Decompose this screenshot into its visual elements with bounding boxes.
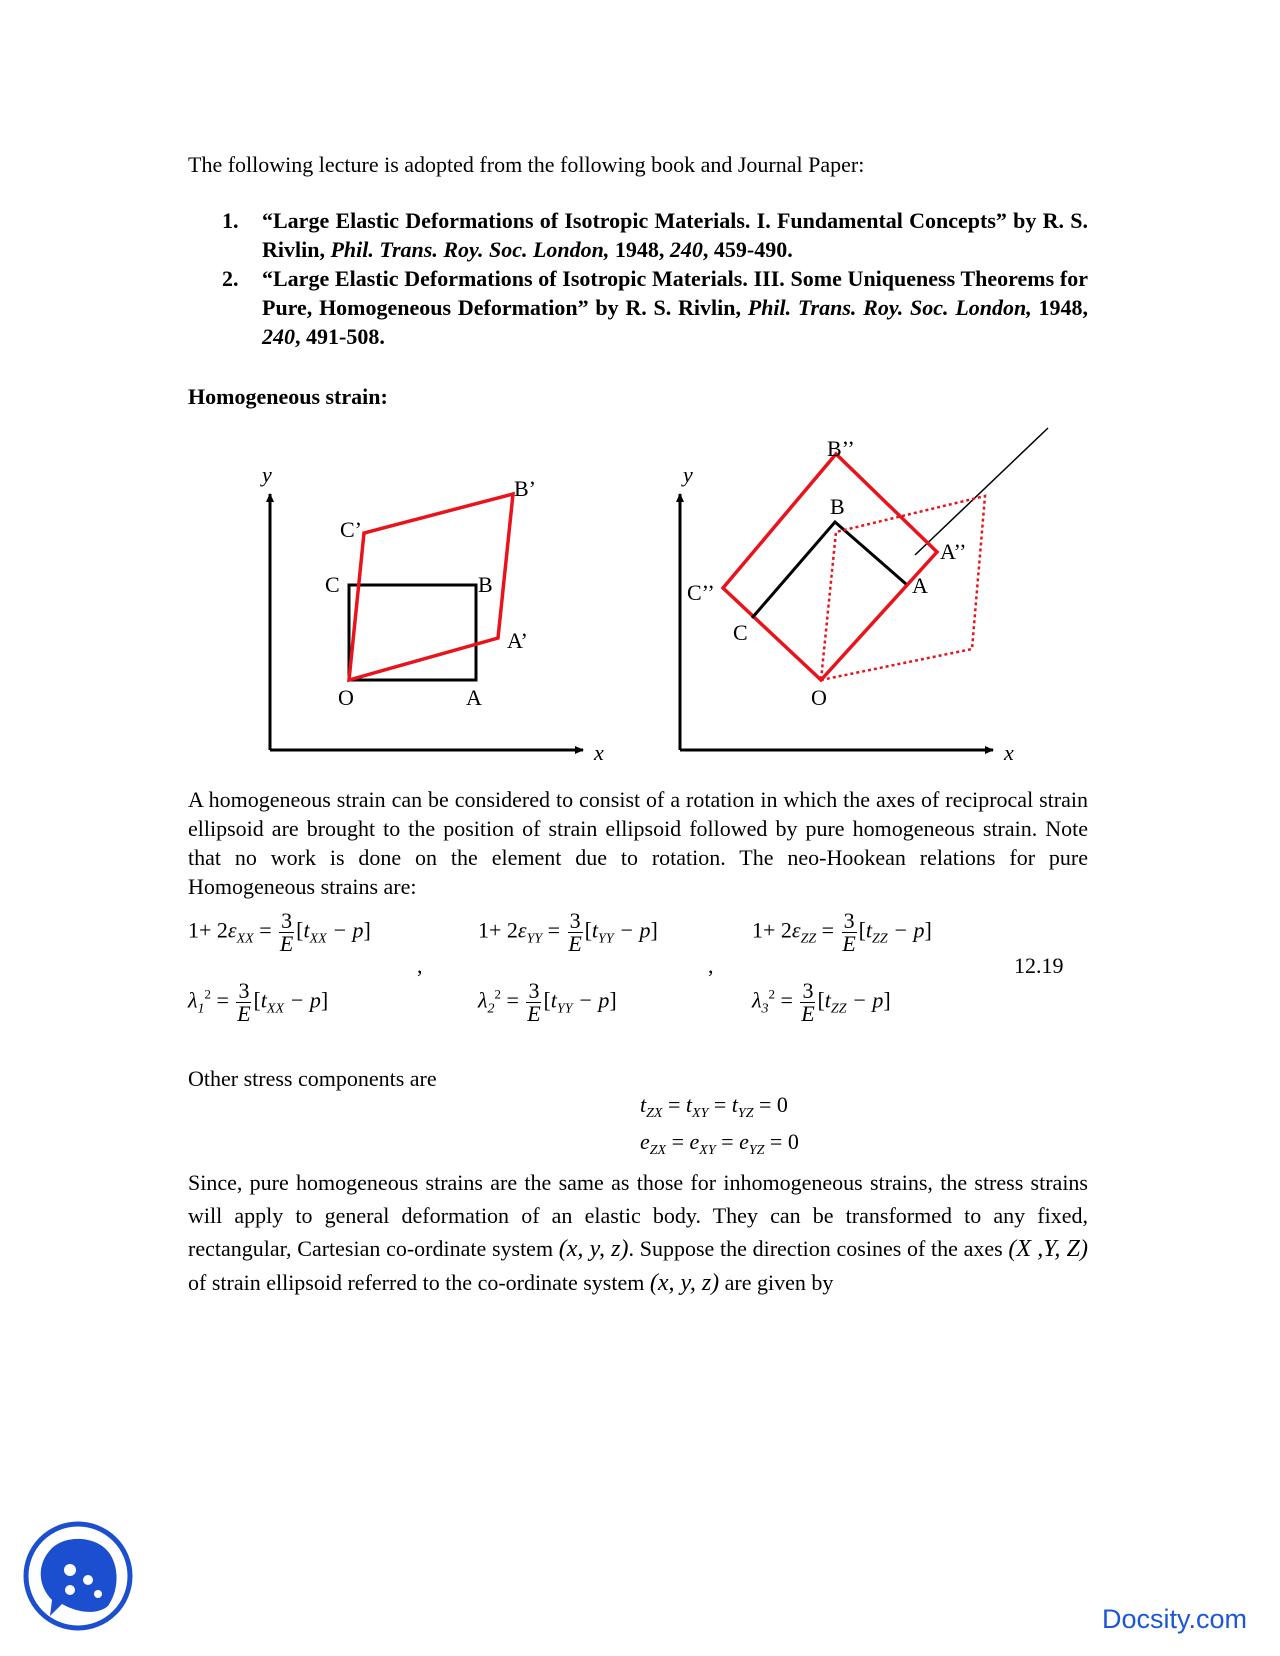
reference-journal: Phil. Trans. Roy. Soc. London, bbox=[747, 295, 1032, 320]
label-A: A bbox=[466, 685, 482, 710]
equation-lambda-3: $\lambda_3^2$ = $\frac{3}{E}$ $[t_{ZZ} - p]$ bbox=[752, 978, 891, 1026]
other-stress-label: Other stress components are bbox=[188, 1066, 437, 1091]
right-y-label: y bbox=[683, 462, 693, 487]
docsity-logo-icon bbox=[22, 1520, 134, 1632]
label-O-right: O bbox=[811, 685, 827, 710]
equation-e-zero: $e_{ZX} = e_{XY} = e_{YZ} = 0$ bbox=[640, 1129, 799, 1158]
section-heading: Homogeneous strain: bbox=[188, 384, 388, 409]
label-O: O bbox=[338, 685, 354, 710]
left-x-label: x bbox=[594, 740, 604, 765]
label-C-right: C bbox=[733, 620, 748, 645]
reference-number: 1. bbox=[222, 208, 239, 233]
right-deformed-square bbox=[723, 454, 937, 680]
label-C-double-prime: C’’ bbox=[687, 580, 715, 605]
label-A-double-prime: A’’ bbox=[940, 539, 967, 564]
label-A-right: A bbox=[912, 573, 928, 598]
reference-text: “Large Elastic Deformations of Isotropic Materials. III. Some Uniqueness Theorems for Pure, Homogeneous Deformation” by R. S. Rivlin, bbox=[262, 266, 1088, 320]
reference-pages: , 491-508. bbox=[295, 324, 385, 349]
equation-number: 12.19 bbox=[1014, 953, 1064, 978]
equation-comma: , bbox=[417, 953, 423, 978]
right-original-square bbox=[752, 522, 906, 618]
equation-lambda-2: $\lambda_2^2$ = $\frac{3}{E}$ $[t_{YY} - p]$ bbox=[478, 978, 617, 1026]
brand-text: Docsity.com bbox=[1102, 1604, 1248, 1634]
paragraph-transform: Since, pure homogeneous strains are the same as those for inhomogeneous strains, the stress strains will apply to general deformation of an elastic body. They can be transformed to any fixed, rectangular, Cartesian co-ordinate system (x, y, z). Suppose the direction cosines of the axes (X ,Y, Z) of strain ellipsoid referred to the co-ordinate system (x, y, z) are given by bbox=[188, 1170, 1088, 1296]
reference-year: 1948, bbox=[1031, 295, 1089, 320]
left-y-label: y bbox=[262, 462, 272, 487]
equation-lambda-1: $\lambda_1^2$ = $\frac{3}{E}$ $[t_{XX} - p]$ bbox=[188, 978, 329, 1026]
label-C: C bbox=[325, 572, 340, 597]
reference-year: 1948, bbox=[609, 237, 670, 262]
paragraph-rotation: A homogeneous strain can be considered to consist of a rotation in which the axes of reciprocal strain ellipsoid are brought to the position of strain ellipsoid followed by pure homogeneous strain. Note that no work is done on the element due to rotation. The neo-Hookean relations for pure Homogeneous strains are: bbox=[188, 787, 1088, 899]
label-B: B bbox=[478, 572, 493, 597]
right-x-label: x bbox=[1004, 740, 1014, 765]
label-A-prime: A’ bbox=[507, 628, 528, 653]
equation-eps-yy: $1+ 2\varepsilon_{YY}$ = $\frac{3}{E}$ $[t_{YY} - p]$ bbox=[478, 908, 658, 956]
reference-volume: 240 bbox=[669, 237, 703, 262]
equation-t-zero: $t_{ZX} = t_{XY} = t_{YZ} = 0$ bbox=[640, 1092, 788, 1121]
strain-figure bbox=[0, 0, 1280, 780]
equation-comma: , bbox=[708, 953, 714, 978]
left-original-square bbox=[349, 585, 476, 680]
label-B-prime: B’ bbox=[514, 476, 536, 501]
reference-journal: Phil. Trans. Roy. Soc. London, bbox=[330, 237, 610, 262]
intro-text: The following lecture is adopted from the following book and Journal Paper: bbox=[188, 152, 865, 177]
label-B-double-prime: B’’ bbox=[827, 436, 855, 461]
reference-text: “Large Elastic Deformations of Isotropic Materials. I. Fundamental Concepts” by R. S. Rivlin, bbox=[262, 208, 1088, 262]
label-C-prime: C’ bbox=[340, 517, 362, 542]
equation-eps-zz: $1+ 2\varepsilon_{ZZ}$ = $\frac{3}{E}$ $[t_{ZZ} - p]$ bbox=[752, 908, 932, 956]
principal-axis-line bbox=[915, 428, 1048, 555]
reference-number: 2. bbox=[222, 266, 239, 291]
equation-eps-xx: $1+ 2\varepsilon_{XX}$ = $\frac{3}{E}$ $[t_{XX} - p]$ bbox=[188, 908, 371, 956]
label-B-right: B bbox=[830, 494, 845, 519]
reference-volume: 240 bbox=[262, 324, 295, 349]
reference-pages: , 459-490. bbox=[702, 237, 793, 262]
